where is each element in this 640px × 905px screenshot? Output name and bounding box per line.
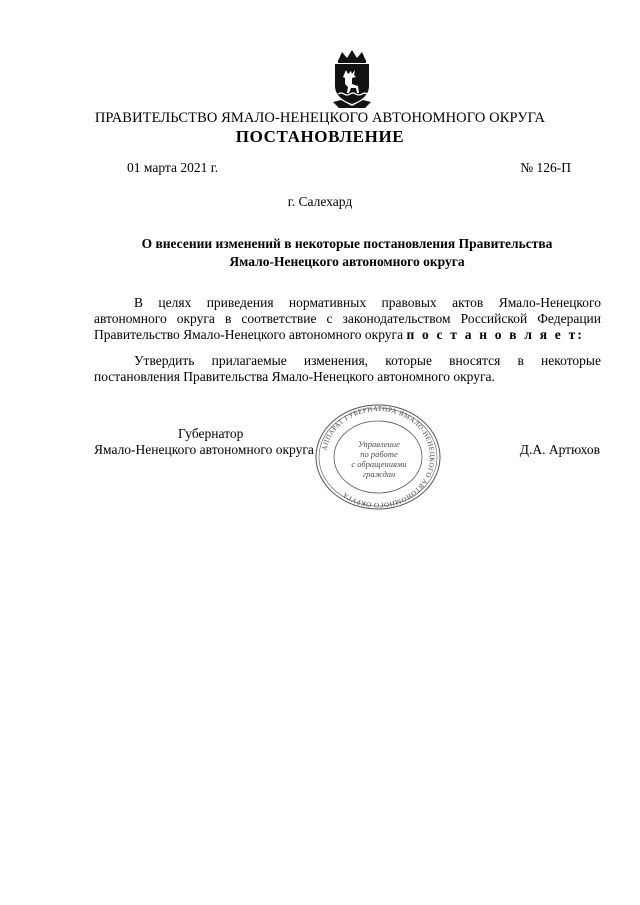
paragraph-2: [94, 353, 601, 385]
coat-of-arms-icon: [329, 48, 375, 108]
official-stamp: [313, 403, 443, 511]
paragraph-1-line-3-text: Правительство Ямало-Ненецкого автономного округа: [94, 327, 404, 342]
title-line-2: Ямало-Ненецкого автономного округа: [229, 254, 465, 269]
stamp-center-line-2: по работе: [360, 449, 398, 459]
document-type: ПОСТАНОВЛЕНИЕ: [235, 127, 405, 146]
stamp-center-line-4: граждан: [362, 469, 396, 479]
decision-keyword: п о с т а н о в л я е т:: [406, 327, 585, 342]
signer-name: Д.А. Артюхов: [519, 442, 600, 457]
signer-position-line-1: Губернатор: [178, 426, 244, 441]
title-line-1: О внесении изменений в некоторые постановления Правительства: [141, 236, 553, 251]
document-title: [94, 235, 600, 271]
paragraph-1-line-3: [94, 327, 601, 343]
document-date: 01 марта 2021 г.: [127, 160, 219, 175]
paragraph-1: [94, 295, 601, 343]
paragraph-2-line-2: постановления Правительства Ямало-Ненецкого автономного округа.: [94, 369, 495, 384]
stamp-center-line-1: Управление: [358, 439, 400, 449]
signer-position-line-2: Ямало-Ненецкого автономного округа: [94, 442, 314, 457]
paragraph-2-line-1: Утвердить прилагаемые изменения, которые вносятся в некоторые: [134, 353, 601, 368]
stamp-ring-text: АППАРАТ ГУБЕРНАТОРА ЯМАЛО-НЕНЕЦКОГО АВТОНОМНОГО ОКРУГА: [320, 404, 437, 510]
document-number: № 126-П: [520, 160, 571, 175]
document-city: г. Салехард: [287, 194, 353, 209]
government-name: ПРАВИТЕЛЬСТВО ЯМАЛО-НЕНЕЦКОГО АВТОНОМНОГО ОКРУГА: [94, 110, 546, 126]
stamp-center-line-3: с обращениями: [351, 459, 407, 469]
paragraph-1-line-2: автономного округа в соответствие с законодательством Российской Федерации: [94, 311, 601, 326]
paragraph-1-line-1: В целях приведения нормативных правовых актов Ямало-Ненецкого: [134, 295, 601, 310]
